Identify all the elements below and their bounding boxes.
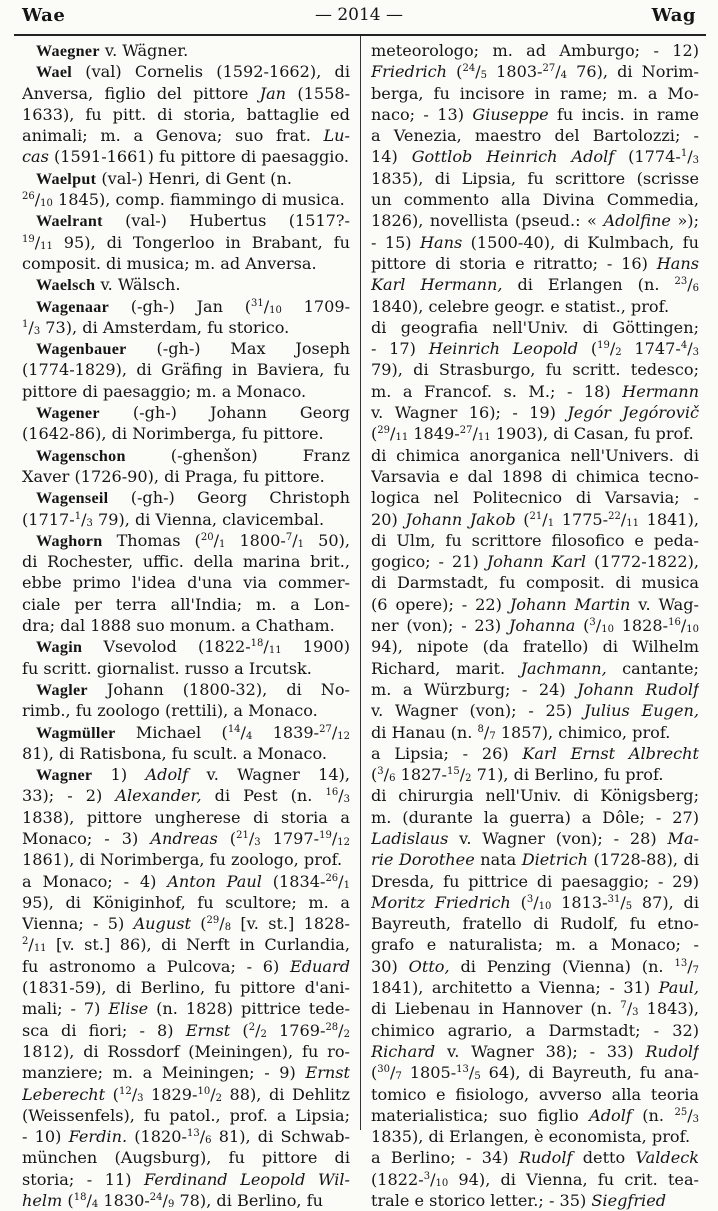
text-line: - 10) Ferdin. ($1820-^{13}/_6$ 81), di Schwab- — [22, 1127, 350, 1147]
text-line: logica nel Politecnico di Varsavia; - — [371, 488, 699, 508]
text-line: rimb., fu zoologo (rettili), a Monaco. — [22, 701, 318, 721]
text-line: 14) Gottlob Heinrich Adolf ($1774-^1/_3$ — [371, 147, 699, 167]
text-line: 1838), pittore ungherese di storia a — [22, 807, 350, 827]
text-line: fu scritt. giornalist. russo a Ircutsk. — [22, 658, 312, 678]
text-line: 1835), di Lipsia, fu scrittore (scrisse — [371, 168, 699, 188]
text-line: helm ($^{18}/_4$ $1830-^{24}/_9$ 78), di Berlino, fu — [22, 1191, 323, 1211]
text-line: Friedrich ($^{24}/_5$ $1803-^{27}/_4$ 76), di Norim- — [371, 62, 699, 82]
text-line: di chimica anorganica nell'Univers. di — [371, 445, 699, 465]
text-line: ciale per terra all'India; m. a Lon- — [22, 594, 350, 614]
header-right-guideword: Wag — [651, 5, 696, 26]
text-line: gogico; - 21) Johann Karl (1772-1822), — [371, 552, 699, 572]
text-line: Vienna; - 5) August ($^{29}/_8$ [v. st.] 1828- — [22, 914, 350, 934]
text-line: münchen (Augsburg), fu pittore di — [22, 1148, 350, 1168]
text-line: 94), nipote (da fratello) di Wilhelm — [371, 637, 699, 657]
text-line: di Darmstadt, fu composit. di musica — [371, 573, 699, 593]
text-line: 33); - 2) Alexander, di Pest (n. $^{16}/_3$ — [22, 786, 350, 806]
text-line: 1841), architetto a Vienna; - 31) Paul, — [371, 978, 699, 998]
text-line: 95), di Königinhof, fu scultore; m. a — [22, 892, 350, 912]
text-line: ($^{30}/_7$ $1805-^{13}/_5$ 64), di Bayreuth, fu ana- — [371, 1063, 699, 1083]
entry-headline: Waelput (val-) Henri, di Gent (n. — [36, 168, 292, 188]
entry-headline: Wagner 1) Adolf v. Wagner 14), — [36, 765, 350, 785]
text-line: a Berlino; - 34) Rudolf detto Valdeck — [371, 1148, 699, 1168]
text-line: Moritz Friedrich ($^3/_{10}$ $1813-^{31}/_5$ 87), di — [371, 892, 699, 912]
text-line: meteorologo; m. ad Amburgo; - 12) — [371, 41, 699, 60]
text-line: Richard v. Wagner 38); - 33) Rudolf — [371, 1041, 699, 1061]
text-line: pittore di paesaggio; m. a Monaco. — [22, 381, 307, 401]
text-line: mali; - 7) Elise (n. 1828) pittrice tede- — [22, 999, 350, 1019]
text-line: Leberecht ($^{12}/_3$ $1829-^{10}/_2$ 88), di Dehlitz — [22, 1084, 350, 1104]
text-line: 1840), celebre geogr. e statist., prof. — [371, 296, 670, 316]
text-line: trale e storico letter.; - 35) Siegfried — [371, 1191, 667, 1211]
text-line: naco; - 13) Giuseppe fu incis. in rame — [371, 104, 699, 124]
text-line: $^1/_3$ 73), di Amsterdam, fu storico. — [22, 317, 290, 337]
right-column — [371, 40, 699, 1211]
text-line: 81), di Ratisbona, fu scult. a Monaco. — [22, 743, 327, 763]
text-line: Xaver (1726-90), di Praga, fu pittore. — [22, 466, 325, 486]
entry-headline: Waegner v. Wägner. — [36, 41, 189, 60]
text-line: sca di fiori; - 8) Ernst ($^2/_2$ $1769-^{28}/_2$ — [22, 1020, 350, 1040]
text-line: a Venezia, maestro del Bartolozzi; - — [371, 126, 699, 146]
text-line: Dresda, fu pittrice di paesaggio; - 29) — [371, 871, 699, 891]
text-line: di Ulm, fu scrittore filosofico e peda- — [371, 530, 699, 550]
text-line: animali; m. a Genova; suo frat. Lu- — [22, 126, 350, 146]
text-line: ebbe primo l'idea d'una via commer- — [22, 573, 350, 593]
entry-headline: Wael (val) Cornelis (1592-1662), di — [36, 62, 350, 82]
text-line: $^{19}/_{11}$ 95), di Tongerloo in Brabant, fu — [22, 232, 350, 252]
text-line: 1633), fu pitt. di storia, battaglie ed — [22, 104, 350, 124]
entry-headline: Wagenseil (-gh-) Georg Christoph — [36, 488, 350, 508]
text-line: $^2/_{11}$ [v. st.] 86), di Nerft in Curlandia, — [22, 935, 350, 955]
entry-headline: Wagener (-gh-) Johann Georg — [36, 403, 350, 423]
entry-headline: Wagin Vsevolod ($1822-^{18}/_{11}$ 1900) — [36, 637, 350, 657]
text-line: di Hanau (n. $^8/_7$ 1857), chimico, prof. — [371, 722, 671, 742]
entry-headline: Waghorn Thomas ($^{20}/_1$ $1800-^7/_1$ 50), — [36, 530, 350, 550]
text-line: ($1717-^1/_3$ 79), di Vienna, clavicembal. — [22, 509, 325, 529]
text-line: cas (1591-1661) fu pittore di paesaggio. — [22, 147, 349, 167]
text-line: Varsavia e dal 1898 di chimica tecno- — [371, 466, 699, 486]
text-line: (1642-86), di Norimberga, fu pittore. — [22, 424, 324, 444]
text-line: Bayreuth, fratello di Rudolf, fu etno- — [371, 914, 699, 934]
entry-headline: Wagenschon (-ghenšon) Franz — [36, 445, 350, 465]
page-header — [0, 0, 718, 34]
entry-headline: Wagenaar (-gh-) Jan ($^{31}/_{10}$ 1709- — [36, 296, 350, 316]
text-line: m. a Francof. s. M.; - 18) Hermann — [371, 381, 699, 401]
page-number: — 2014 — — [314, 5, 404, 25]
entry-headline: Wagler Johann (1800-32), di No- — [36, 679, 350, 699]
text-line: v. Wagner (von); - 25) Julius Eugen, — [371, 701, 699, 721]
text-line: $^{26}/_{10}$ 1845), comp. fiammingo di musica. — [22, 190, 345, 210]
text-line: tomico e fisiologo, avverso alla teoria — [371, 1084, 699, 1104]
text-line: manziere; m. a Meiningen; - 9) Ernst — [22, 1063, 350, 1083]
text-line: (6 opere); - 22) Johann Martin v. Wag- — [371, 594, 699, 614]
text-line: Monaco; - 3) Andreas ($^{21}/_3$ $1797-^{19}/_{12}$ — [22, 828, 350, 848]
text-line: un commento alla Divina Commedia, — [371, 190, 699, 210]
text-line: (1774-1829), di Gräfing in Baviera, fu — [22, 360, 350, 380]
text-line: 1835), di Erlangen, è economista, prof. — [371, 1127, 691, 1147]
text-line: di Liebenau in Hannover (n. $^7/_3$ 1843), — [371, 999, 699, 1019]
text-line: berga, fu incisore in rame; m. a Mo- — [371, 83, 699, 103]
text-line: - 15) Hans (1500-40), di Kulmbach, fu — [371, 232, 699, 252]
text-line: - 17) Heinrich Leopold ($^{19}/_2$ $1747-^4/_3$ — [371, 339, 699, 359]
text-line: 1812), di Rossdorf (Meiningen), fu ro- — [22, 1041, 350, 1061]
text-line: v. Wagner 16); - 19) Jegór Jegórovič — [371, 403, 699, 423]
header-left-guideword: Wae — [22, 5, 66, 26]
text-line: chimico agrario, a Darmstadt; - 32) — [371, 1020, 699, 1040]
text-line: 30) Otto, di Penzing (Vienna) (n. $^{13}/_7$ — [371, 956, 699, 976]
text-line: m. (durante la guerra) a Dôle; - 27) — [371, 807, 699, 827]
text-line: (Weissenfels), fu patol., prof. a Lipsia; — [22, 1105, 350, 1125]
text-line: ($1822-^3/_{10}$ 94), di Vienna, fu crit. tea- — [371, 1169, 699, 1189]
text-line: pittore di storia e ritratto; - 16) Hans — [371, 253, 699, 273]
text-line: Ladislaus v. Wagner (von); - 28) Ma- — [371, 828, 699, 848]
text-line: m. a Würzburg; - 24) Johann Rudolf — [371, 679, 699, 699]
text-line: a Monaco; - 4) Anton Paul ($1834-^{26}/_1$ — [22, 871, 350, 891]
text-line: 1861), di Norimberga, fu zoologo, prof. — [22, 850, 343, 870]
text-line: di chirurgia nell'Univ. di Königsberg; — [371, 786, 699, 806]
column-divider — [360, 36, 361, 1130]
entry-headline: Waelrant (val-) Hubertus (1517?- — [36, 211, 350, 231]
text-line: 1826), novellista (pseud.: « Adolfine »); — [371, 211, 699, 231]
entry-headline: Wagmüller Michael ($^{14}/_4$ $1839-^{27}/_{12}$ — [36, 722, 350, 742]
text-line: materialistica; suo figlio Adolf (n. $^{25}/_3$ — [371, 1105, 699, 1125]
text-line: storia; - 11) Ferdinand Leopold Wil- — [22, 1169, 350, 1189]
text-line: Anversa, figlio del pittore Jan (1558- — [22, 83, 350, 103]
text-line: 20) Johann Jakob ($^{21}/_1$ $1775-^{22}/_{11}$ 1841), — [371, 509, 699, 529]
text-line: 79), di Strasburgo, fu scritt. tedesco; — [371, 360, 699, 380]
text-line: Richard, marit. Jachmann, cantante; — [371, 658, 699, 678]
text-line: fu astronomo a Pulcova; - 6) Eduard — [22, 956, 350, 976]
text-line: ner (von); - 23) Johanna ($^3/_{10}$ $1828-^{16}/_{10}$ — [371, 616, 699, 636]
text-line: a Lipsia; - 26) Karl Ernst Albrecht — [371, 743, 699, 763]
text-line: di Rochester, uffic. della marina brit., — [22, 552, 350, 572]
text-line: composit. di musica; m. ad Anversa. — [22, 253, 317, 273]
text-line: dra; dal 1888 suo monum. a Chatham. — [22, 616, 335, 636]
text-line: grafo e naturalista; m. a Monaco; - — [371, 935, 699, 955]
text-line: Karl Hermann, di Erlangen (n. $^{23}/_6$ — [371, 275, 699, 295]
entry-headline: Wagenbauer (-gh-) Max Joseph — [36, 339, 350, 359]
text-line: ($^{29}/_{11}$ $1849-^{27}/_{11}$ 1903), di Casan, fu prof. — [371, 424, 694, 444]
entry-headline: Waelsch v. Wälsch. — [36, 275, 181, 295]
text-line: (1831-59), di Berlino, fu pittore d'ani- — [22, 978, 350, 998]
left-column — [22, 40, 350, 1211]
text-line: rie Dorothee nata Dietrich (1728-88), di — [371, 850, 699, 870]
text-line: ($^3/_6$ $1827-^{15}/_2$ 71), di Berlino, fu prof. — [371, 765, 664, 785]
text-line: di geografia nell'Univ. di Göttingen; — [371, 317, 699, 337]
